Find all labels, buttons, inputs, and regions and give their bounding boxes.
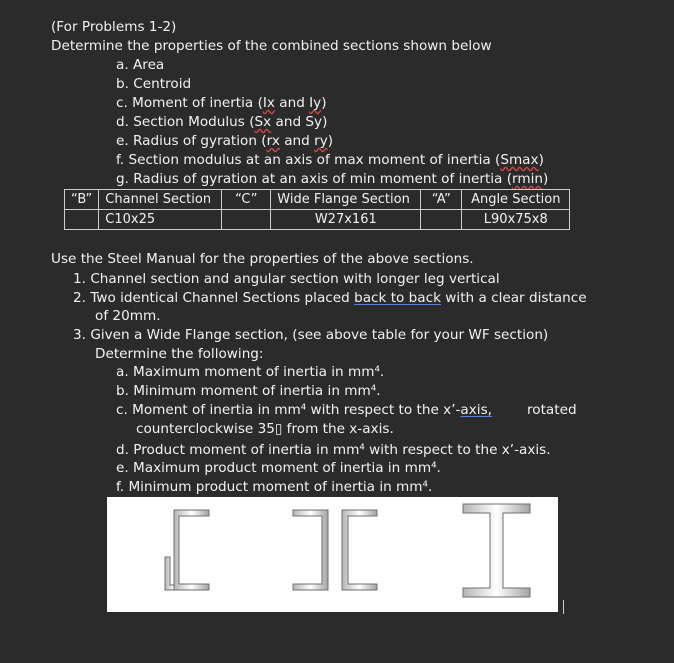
problem-1: 1. Channel section and angular section with longer leg vertical [73,271,500,287]
wide-flange-shape [463,504,530,597]
sub-item: c. Moment of inertia in mm⁴ with respect to the x’-axis, rotated [116,402,577,418]
table-cell: W27x161 [271,210,421,230]
sub-item: a. Maximum moment of inertia in mm⁴. [116,364,385,380]
left-channel-shape [293,510,328,590]
wide-flange-group [463,504,530,597]
problems-heading: (For Problems 1-2) [51,19,177,35]
instruction-text: Determine the properties of the combined sections shown below [51,38,492,54]
list-item: d. Section Modulus (Sx and Sy) [116,114,328,130]
list-item: e. Radius of gyration (rx and ry) [116,133,334,149]
list-item: b. Centroid [116,76,192,92]
sub-item: b. Minimum moment of inertia in mm⁴. [116,383,381,399]
table-header-cell: Channel Section [99,190,222,210]
table-cell [222,210,271,230]
sub-item-continuation: counterclockwise 35▯ from the x-axis. [136,421,394,437]
list-item: f. Section modulus at an axis of max moment of inertia (Smax) [116,152,544,168]
table-header-row [65,190,570,210]
table-header-cell: “A” [421,190,462,210]
combined-sections-drawing [107,497,558,612]
sections-figure [107,497,558,612]
problem-2-continuation: of 20mm. [95,308,161,324]
channel-angle-group [165,510,209,590]
table-header-cell: Angle Section [462,190,570,210]
list-item: g. Radius of gyration at an axis of min moment of inertia (rmin) [116,171,549,187]
sub-item: d. Product moment of inertia in mm⁴ with respect to the x’-axis. [116,442,551,458]
table-header-cell: “C” [222,190,271,210]
text-cursor [563,600,564,614]
problem-3: 3. Given a Wide Flange section, (see above table for your WF section) [73,327,549,343]
table-header-cell: “B” [65,190,99,210]
channel-section-shape [174,510,209,590]
double-channel-group [293,510,377,590]
table-cell [65,210,99,230]
manual-note: Use the Steel Manual for the properties of the above sections. [51,251,474,267]
sub-item: e. Maximum product moment of inertia in mm⁴. [116,460,441,476]
right-channel-shape [342,510,377,590]
sections-table [64,189,570,230]
list-item: a. Area [116,57,165,73]
table-cell [421,210,462,230]
list-item: c. Moment of inertia (Ix and Iy) [116,95,327,111]
table-header-cell: Wide Flange Section [271,190,421,210]
table-row [65,210,570,230]
problem-3-continuation: Determine the following: [95,346,264,362]
table-cell: L90x75x8 [462,210,570,230]
sub-item: f. Minimum product moment of inertia in mm⁴. [116,479,433,495]
problem-2: 2. Two identical Channel Sections placed back to back with a clear distance [73,290,587,306]
table-cell: C10x25 [99,210,222,230]
